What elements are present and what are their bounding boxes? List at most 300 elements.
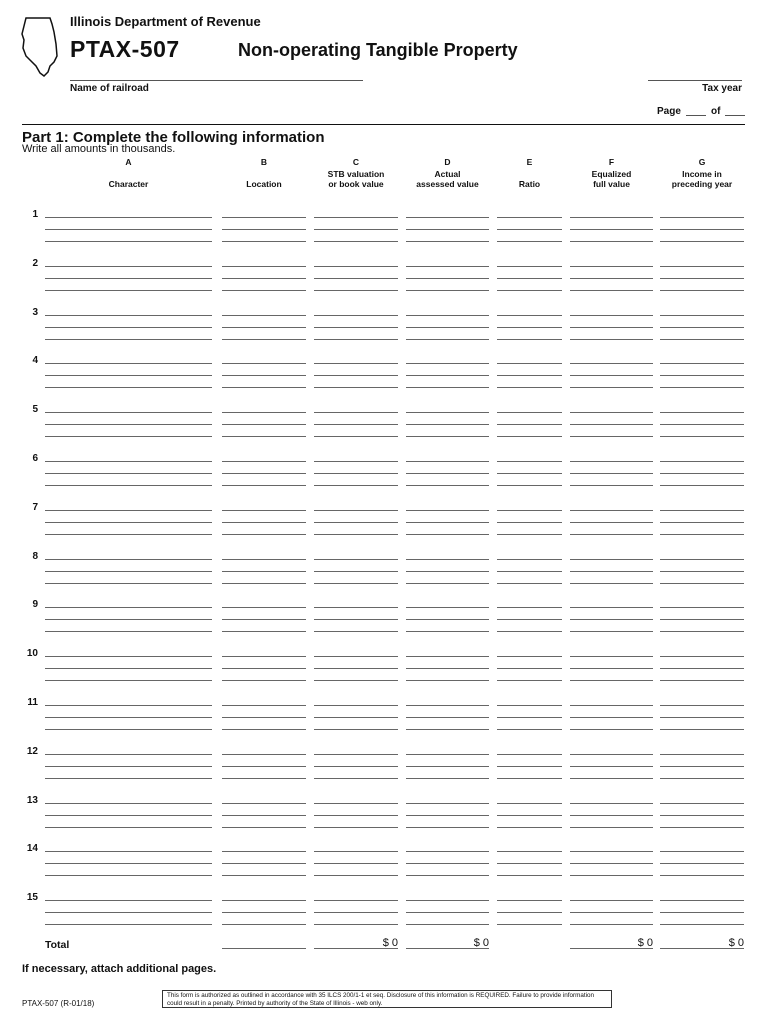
entry-field-col-b[interactable] xyxy=(222,339,306,340)
entry-field-col-d[interactable] xyxy=(406,559,489,560)
entry-field-col-g[interactable] xyxy=(660,217,744,218)
entry-field-col-b[interactable] xyxy=(222,534,306,535)
entry-field-col-b[interactable] xyxy=(222,705,306,706)
entry-field-col-f[interactable] xyxy=(570,924,653,925)
entry-field-col-d[interactable] xyxy=(406,607,489,608)
railroad-name-field[interactable] xyxy=(70,70,363,81)
entry-field-col-g[interactable] xyxy=(660,412,744,413)
entry-field-col-e[interactable] xyxy=(497,436,562,437)
entry-field-col-f[interactable] xyxy=(570,656,653,657)
entry-field-col-b[interactable] xyxy=(222,778,306,779)
entry-field-col-d[interactable] xyxy=(406,815,489,816)
entry-field-col-d[interactable] xyxy=(406,473,489,474)
entry-field-col-d[interactable] xyxy=(406,583,489,584)
entry-field-col-c[interactable] xyxy=(314,631,398,632)
entry-field-col-c[interactable] xyxy=(314,217,398,218)
page-total-field[interactable] xyxy=(725,106,745,116)
entry-field-col-d[interactable] xyxy=(406,754,489,755)
entry-field-col-c[interactable] xyxy=(314,412,398,413)
entry-field-col-e[interactable] xyxy=(497,815,562,816)
entry-field-col-a[interactable] xyxy=(45,327,212,328)
entry-field-col-f[interactable] xyxy=(570,241,653,242)
entry-field-col-b[interactable] xyxy=(222,217,306,218)
entry-field-col-g[interactable] xyxy=(660,583,744,584)
entry-field-col-b[interactable] xyxy=(222,924,306,925)
entry-field-col-g[interactable] xyxy=(660,607,744,608)
entry-field-col-c[interactable] xyxy=(314,803,398,804)
entry-field-col-c[interactable] xyxy=(314,510,398,511)
entry-field-col-g[interactable] xyxy=(660,717,744,718)
entry-field-col-b[interactable] xyxy=(222,717,306,718)
entry-field-col-f[interactable] xyxy=(570,827,653,828)
entry-field-col-d[interactable] xyxy=(406,387,489,388)
entry-field-col-b[interactable] xyxy=(222,571,306,572)
entry-field-col-f[interactable] xyxy=(570,461,653,462)
entry-field-col-e[interactable] xyxy=(497,278,562,279)
entry-field-col-g[interactable] xyxy=(660,778,744,779)
entry-field-col-g[interactable] xyxy=(660,863,744,864)
entry-field-col-b[interactable] xyxy=(222,827,306,828)
entry-field-col-a[interactable] xyxy=(45,729,212,730)
entry-field-col-c[interactable] xyxy=(314,863,398,864)
entry-field-col-d[interactable] xyxy=(406,217,489,218)
entry-field-col-c[interactable] xyxy=(314,717,398,718)
entry-field-col-a[interactable] xyxy=(45,680,212,681)
entry-field-col-b[interactable] xyxy=(222,875,306,876)
entry-field-col-e[interactable] xyxy=(497,339,562,340)
entry-field-col-a[interactable] xyxy=(45,241,212,242)
entry-field-col-c[interactable] xyxy=(314,339,398,340)
entry-field-col-b[interactable] xyxy=(222,473,306,474)
entry-field-col-g[interactable] xyxy=(660,290,744,291)
entry-field-col-e[interactable] xyxy=(497,583,562,584)
entry-field-col-e[interactable] xyxy=(497,729,562,730)
entry-field-col-e[interactable] xyxy=(497,522,562,523)
entry-field-col-c[interactable] xyxy=(314,619,398,620)
entry-field-col-f[interactable] xyxy=(570,875,653,876)
entry-field-col-d[interactable] xyxy=(406,290,489,291)
entry-field-col-c[interactable] xyxy=(314,668,398,669)
entry-field-col-a[interactable] xyxy=(45,485,212,486)
entry-field-col-e[interactable] xyxy=(497,607,562,608)
entry-field-col-g[interactable] xyxy=(660,827,744,828)
entry-field-col-g[interactable] xyxy=(660,815,744,816)
entry-field-col-d[interactable] xyxy=(406,534,489,535)
entry-field-col-e[interactable] xyxy=(497,803,562,804)
entry-field-col-e[interactable] xyxy=(497,424,562,425)
entry-field-col-d[interactable] xyxy=(406,278,489,279)
entry-field-col-f[interactable] xyxy=(570,510,653,511)
entry-field-col-c[interactable] xyxy=(314,424,398,425)
entry-field-col-b[interactable] xyxy=(222,583,306,584)
entry-field-col-e[interactable] xyxy=(497,571,562,572)
entry-field-col-d[interactable] xyxy=(406,522,489,523)
entry-field-col-d[interactable] xyxy=(406,668,489,669)
entry-field-col-c[interactable] xyxy=(314,559,398,560)
entry-field-col-c[interactable] xyxy=(314,729,398,730)
entry-field-col-b[interactable] xyxy=(222,619,306,620)
entry-field-col-b[interactable] xyxy=(222,327,306,328)
entry-field-col-d[interactable] xyxy=(406,924,489,925)
entry-field-col-g[interactable] xyxy=(660,766,744,767)
entry-field-col-b[interactable] xyxy=(222,766,306,767)
entry-field-col-f[interactable] xyxy=(570,717,653,718)
entry-field-col-g[interactable] xyxy=(660,705,744,706)
entry-field-col-a[interactable] xyxy=(45,412,212,413)
entry-field-col-d[interactable] xyxy=(406,851,489,852)
entry-field-col-b[interactable] xyxy=(222,315,306,316)
entry-field-col-f[interactable] xyxy=(570,559,653,560)
entry-field-col-c[interactable] xyxy=(314,583,398,584)
entry-field-col-f[interactable] xyxy=(570,680,653,681)
entry-field-col-g[interactable] xyxy=(660,851,744,852)
entry-field-col-b[interactable] xyxy=(222,510,306,511)
entry-field-col-f[interactable] xyxy=(570,217,653,218)
entry-field-col-e[interactable] xyxy=(497,241,562,242)
entry-field-col-e[interactable] xyxy=(497,266,562,267)
entry-field-col-f[interactable] xyxy=(570,278,653,279)
entry-field-col-d[interactable] xyxy=(406,656,489,657)
entry-field-col-c[interactable] xyxy=(314,607,398,608)
entry-field-col-b[interactable] xyxy=(222,668,306,669)
entry-field-col-c[interactable] xyxy=(314,875,398,876)
entry-field-col-d[interactable] xyxy=(406,266,489,267)
entry-field-col-b[interactable] xyxy=(222,815,306,816)
entry-field-col-d[interactable] xyxy=(406,900,489,901)
entry-field-col-g[interactable] xyxy=(660,266,744,267)
entry-field-col-e[interactable] xyxy=(497,619,562,620)
entry-field-col-e[interactable] xyxy=(497,327,562,328)
entry-field-col-c[interactable] xyxy=(314,827,398,828)
entry-field-col-e[interactable] xyxy=(497,754,562,755)
entry-field-col-d[interactable] xyxy=(406,424,489,425)
entry-field-col-a[interactable] xyxy=(45,815,212,816)
entry-field-col-g[interactable] xyxy=(660,387,744,388)
entry-field-col-e[interactable] xyxy=(497,912,562,913)
entry-field-col-c[interactable] xyxy=(314,766,398,767)
entry-field-col-a[interactable] xyxy=(45,766,212,767)
entry-field-col-b[interactable] xyxy=(222,803,306,804)
entry-field-col-c[interactable] xyxy=(314,912,398,913)
entry-field-col-a[interactable] xyxy=(45,534,212,535)
entry-field-col-g[interactable] xyxy=(660,900,744,901)
entry-field-col-c[interactable] xyxy=(314,815,398,816)
entry-field-col-e[interactable] xyxy=(497,461,562,462)
entry-field-col-d[interactable] xyxy=(406,461,489,462)
entry-field-col-a[interactable] xyxy=(45,668,212,669)
entry-field-col-e[interactable] xyxy=(497,900,562,901)
entry-field-col-f[interactable] xyxy=(570,534,653,535)
entry-field-col-a[interactable] xyxy=(45,510,212,511)
entry-field-col-e[interactable] xyxy=(497,863,562,864)
entry-field-col-f[interactable] xyxy=(570,668,653,669)
entry-field-col-d[interactable] xyxy=(406,229,489,230)
entry-field-col-e[interactable] xyxy=(497,315,562,316)
entry-field-col-g[interactable] xyxy=(660,559,744,560)
entry-field-col-b[interactable] xyxy=(222,278,306,279)
entry-field-col-g[interactable] xyxy=(660,241,744,242)
entry-field-col-e[interactable] xyxy=(497,387,562,388)
entry-field-col-g[interactable] xyxy=(660,510,744,511)
entry-field-col-g[interactable] xyxy=(660,668,744,669)
entry-field-col-c[interactable] xyxy=(314,473,398,474)
entry-field-col-e[interactable] xyxy=(497,778,562,779)
entry-field-col-f[interactable] xyxy=(570,522,653,523)
entry-field-col-c[interactable] xyxy=(314,851,398,852)
entry-field-col-e[interactable] xyxy=(497,766,562,767)
entry-field-col-a[interactable] xyxy=(45,705,212,706)
entry-field-col-g[interactable] xyxy=(660,912,744,913)
entry-field-col-b[interactable] xyxy=(222,290,306,291)
entry-field-col-f[interactable] xyxy=(570,900,653,901)
entry-field-col-b[interactable] xyxy=(222,485,306,486)
entry-field-col-d[interactable] xyxy=(406,363,489,364)
entry-field-col-g[interactable] xyxy=(660,363,744,364)
entry-field-col-d[interactable] xyxy=(406,766,489,767)
entry-field-col-c[interactable] xyxy=(314,534,398,535)
entry-field-col-a[interactable] xyxy=(45,607,212,608)
entry-field-col-d[interactable] xyxy=(406,729,489,730)
entry-field-col-f[interactable] xyxy=(570,863,653,864)
entry-field-col-a[interactable] xyxy=(45,571,212,572)
entry-field-col-f[interactable] xyxy=(570,315,653,316)
entry-field-col-b[interactable] xyxy=(222,241,306,242)
entry-field-col-g[interactable] xyxy=(660,522,744,523)
entry-field-col-d[interactable] xyxy=(406,339,489,340)
entry-field-col-d[interactable] xyxy=(406,705,489,706)
entry-field-col-b[interactable] xyxy=(222,680,306,681)
entry-field-col-c[interactable] xyxy=(314,241,398,242)
entry-field-col-a[interactable] xyxy=(45,387,212,388)
entry-field-col-c[interactable] xyxy=(314,656,398,657)
entry-field-col-c[interactable] xyxy=(314,290,398,291)
entry-field-col-f[interactable] xyxy=(570,815,653,816)
entry-field-col-b[interactable] xyxy=(222,363,306,364)
entry-field-col-a[interactable] xyxy=(45,473,212,474)
entry-field-col-e[interactable] xyxy=(497,412,562,413)
entry-field-col-a[interactable] xyxy=(45,278,212,279)
entry-field-col-c[interactable] xyxy=(314,315,398,316)
entry-field-col-a[interactable] xyxy=(45,656,212,657)
entry-field-col-d[interactable] xyxy=(406,412,489,413)
entry-field-col-e[interactable] xyxy=(497,631,562,632)
entry-field-col-b[interactable] xyxy=(222,387,306,388)
entry-field-col-b[interactable] xyxy=(222,375,306,376)
entry-field-col-g[interactable] xyxy=(660,754,744,755)
entry-field-col-a[interactable] xyxy=(45,778,212,779)
entry-field-col-g[interactable] xyxy=(660,924,744,925)
entry-field-col-g[interactable] xyxy=(660,229,744,230)
entry-field-col-a[interactable] xyxy=(45,229,212,230)
entry-field-col-a[interactable] xyxy=(45,266,212,267)
entry-field-col-e[interactable] xyxy=(497,473,562,474)
entry-field-col-g[interactable] xyxy=(660,803,744,804)
entry-field-col-g[interactable] xyxy=(660,534,744,535)
entry-field-col-c[interactable] xyxy=(314,327,398,328)
entry-field-col-e[interactable] xyxy=(497,375,562,376)
entry-field-col-b[interactable] xyxy=(222,559,306,560)
entry-field-col-b[interactable] xyxy=(222,607,306,608)
entry-field-col-g[interactable] xyxy=(660,656,744,657)
entry-field-col-e[interactable] xyxy=(497,827,562,828)
entry-field-col-e[interactable] xyxy=(497,290,562,291)
entry-field-col-e[interactable] xyxy=(497,656,562,657)
entry-field-col-c[interactable] xyxy=(314,436,398,437)
entry-field-col-e[interactable] xyxy=(497,363,562,364)
entry-field-col-d[interactable] xyxy=(406,510,489,511)
entry-field-col-a[interactable] xyxy=(45,754,212,755)
entry-field-col-d[interactable] xyxy=(406,631,489,632)
entry-field-col-g[interactable] xyxy=(660,375,744,376)
entry-field-col-f[interactable] xyxy=(570,619,653,620)
entry-field-col-c[interactable] xyxy=(314,461,398,462)
entry-field-col-c[interactable] xyxy=(314,522,398,523)
entry-field-col-a[interactable] xyxy=(45,875,212,876)
entry-field-col-a[interactable] xyxy=(45,924,212,925)
entry-field-col-c[interactable] xyxy=(314,363,398,364)
entry-field-col-e[interactable] xyxy=(497,534,562,535)
entry-field-col-g[interactable] xyxy=(660,424,744,425)
entry-field-col-a[interactable] xyxy=(45,803,212,804)
entry-field-col-g[interactable] xyxy=(660,278,744,279)
entry-field-col-b[interactable] xyxy=(222,863,306,864)
entry-field-col-a[interactable] xyxy=(45,851,212,852)
entry-field-col-f[interactable] xyxy=(570,583,653,584)
entry-field-col-a[interactable] xyxy=(45,339,212,340)
entry-field-col-g[interactable] xyxy=(660,571,744,572)
entry-field-col-g[interactable] xyxy=(660,729,744,730)
entry-field-col-e[interactable] xyxy=(497,485,562,486)
entry-field-col-b[interactable] xyxy=(222,656,306,657)
entry-field-col-a[interactable] xyxy=(45,559,212,560)
entry-field-col-g[interactable] xyxy=(660,461,744,462)
entry-field-col-c[interactable] xyxy=(314,924,398,925)
entry-field-col-a[interactable] xyxy=(45,522,212,523)
entry-field-col-f[interactable] xyxy=(570,266,653,267)
entry-field-col-c[interactable] xyxy=(314,485,398,486)
entry-field-col-d[interactable] xyxy=(406,327,489,328)
entry-field-col-d[interactable] xyxy=(406,875,489,876)
entry-field-col-f[interactable] xyxy=(570,912,653,913)
tax-year-field[interactable] xyxy=(648,70,742,81)
entry-field-col-e[interactable] xyxy=(497,229,562,230)
entry-field-col-g[interactable] xyxy=(660,473,744,474)
entry-field-col-e[interactable] xyxy=(497,875,562,876)
entry-field-col-a[interactable] xyxy=(45,619,212,620)
entry-field-col-e[interactable] xyxy=(497,559,562,560)
entry-field-col-g[interactable] xyxy=(660,436,744,437)
entry-field-col-f[interactable] xyxy=(570,290,653,291)
entry-field-col-e[interactable] xyxy=(497,851,562,852)
entry-field-col-d[interactable] xyxy=(406,571,489,572)
entry-field-col-a[interactable] xyxy=(45,717,212,718)
entry-field-col-a[interactable] xyxy=(45,315,212,316)
entry-field-col-b[interactable] xyxy=(222,754,306,755)
entry-field-col-e[interactable] xyxy=(497,668,562,669)
entry-field-col-g[interactable] xyxy=(660,485,744,486)
entry-field-col-f[interactable] xyxy=(570,766,653,767)
page-number-field[interactable] xyxy=(686,106,706,116)
entry-field-col-d[interactable] xyxy=(406,912,489,913)
entry-field-col-e[interactable] xyxy=(497,680,562,681)
entry-field-col-a[interactable] xyxy=(45,290,212,291)
entry-field-col-d[interactable] xyxy=(406,241,489,242)
entry-field-col-b[interactable] xyxy=(222,631,306,632)
entry-field-col-a[interactable] xyxy=(45,912,212,913)
entry-field-col-d[interactable] xyxy=(406,778,489,779)
entry-field-col-a[interactable] xyxy=(45,900,212,901)
entry-field-col-c[interactable] xyxy=(314,266,398,267)
entry-field-col-a[interactable] xyxy=(45,461,212,462)
entry-field-col-c[interactable] xyxy=(314,680,398,681)
entry-field-col-f[interactable] xyxy=(570,327,653,328)
entry-field-col-a[interactable] xyxy=(45,436,212,437)
entry-field-col-a[interactable] xyxy=(45,363,212,364)
entry-field-col-b[interactable] xyxy=(222,229,306,230)
entry-field-col-g[interactable] xyxy=(660,619,744,620)
entry-field-col-b[interactable] xyxy=(222,912,306,913)
entry-field-col-c[interactable] xyxy=(314,387,398,388)
entry-field-col-f[interactable] xyxy=(570,485,653,486)
entry-field-col-f[interactable] xyxy=(570,754,653,755)
entry-field-col-c[interactable] xyxy=(314,778,398,779)
entry-field-col-c[interactable] xyxy=(314,229,398,230)
entry-field-col-d[interactable] xyxy=(406,436,489,437)
entry-field-col-b[interactable] xyxy=(222,424,306,425)
entry-field-col-c[interactable] xyxy=(314,754,398,755)
entry-field-col-a[interactable] xyxy=(45,217,212,218)
entry-field-col-d[interactable] xyxy=(406,375,489,376)
entry-field-col-e[interactable] xyxy=(497,924,562,925)
entry-field-col-c[interactable] xyxy=(314,571,398,572)
entry-field-col-f[interactable] xyxy=(570,412,653,413)
entry-field-col-a[interactable] xyxy=(45,631,212,632)
entry-field-col-d[interactable] xyxy=(406,315,489,316)
entry-field-col-d[interactable] xyxy=(406,827,489,828)
entry-field-col-f[interactable] xyxy=(570,778,653,779)
total-location-field[interactable] xyxy=(222,948,306,949)
entry-field-col-f[interactable] xyxy=(570,473,653,474)
entry-field-col-b[interactable] xyxy=(222,851,306,852)
entry-field-col-d[interactable] xyxy=(406,803,489,804)
entry-field-col-c[interactable] xyxy=(314,278,398,279)
entry-field-col-g[interactable] xyxy=(660,327,744,328)
entry-field-col-d[interactable] xyxy=(406,680,489,681)
entry-field-col-b[interactable] xyxy=(222,412,306,413)
entry-field-col-a[interactable] xyxy=(45,863,212,864)
entry-field-col-f[interactable] xyxy=(570,631,653,632)
entry-field-col-d[interactable] xyxy=(406,619,489,620)
entry-field-col-b[interactable] xyxy=(222,729,306,730)
entry-field-col-d[interactable] xyxy=(406,717,489,718)
entry-field-col-c[interactable] xyxy=(314,705,398,706)
entry-field-col-e[interactable] xyxy=(497,705,562,706)
entry-field-col-f[interactable] xyxy=(570,387,653,388)
entry-field-col-d[interactable] xyxy=(406,485,489,486)
entry-field-col-e[interactable] xyxy=(497,717,562,718)
entry-field-col-b[interactable] xyxy=(222,436,306,437)
entry-field-col-g[interactable] xyxy=(660,315,744,316)
entry-field-col-f[interactable] xyxy=(570,436,653,437)
entry-field-col-f[interactable] xyxy=(570,571,653,572)
entry-field-col-b[interactable] xyxy=(222,461,306,462)
entry-field-col-a[interactable] xyxy=(45,375,212,376)
entry-field-col-f[interactable] xyxy=(570,803,653,804)
entry-field-col-a[interactable] xyxy=(45,583,212,584)
entry-field-col-a[interactable] xyxy=(45,424,212,425)
entry-field-col-f[interactable] xyxy=(570,729,653,730)
entry-field-col-f[interactable] xyxy=(570,607,653,608)
